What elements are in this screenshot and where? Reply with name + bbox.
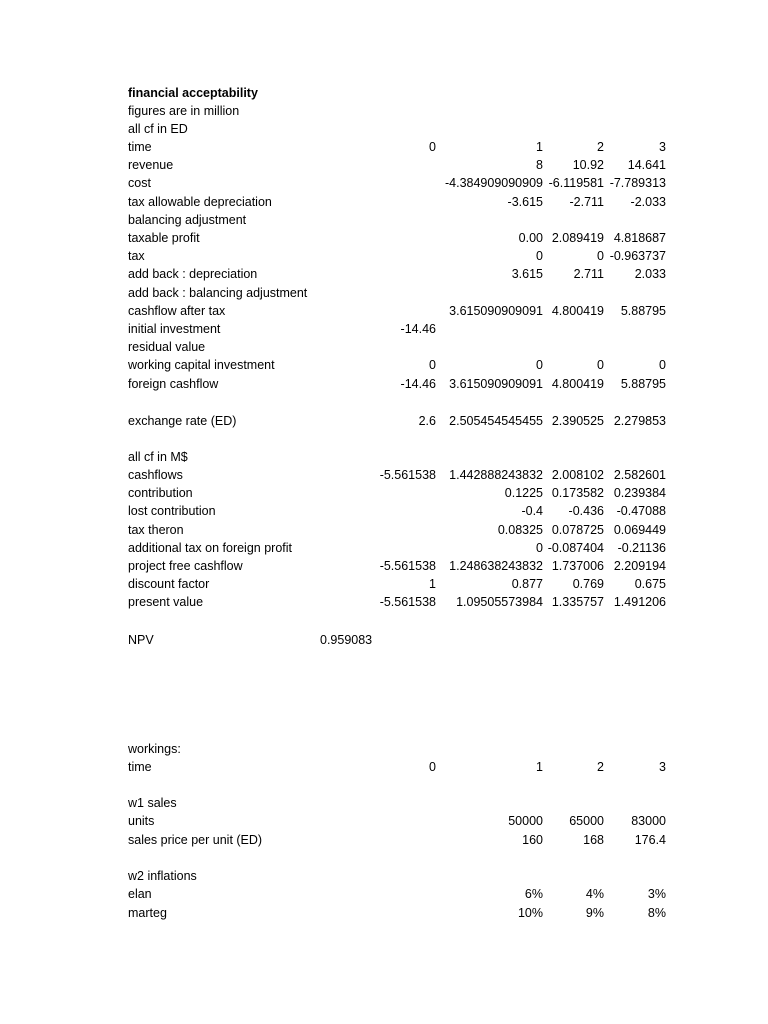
cell-value: -0.21136 (617, 540, 666, 555)
cell-value: 2.505454545455 (449, 414, 543, 428)
row-label: add back : depreciation (128, 267, 258, 282)
cell-value: 0 (597, 358, 604, 373)
cell-value: 0.173582 (551, 486, 604, 501)
cell-value: 1.335757 (551, 595, 604, 610)
cell-value: 3 (659, 760, 666, 774)
row-label: revenue (128, 158, 174, 173)
cell-value: 176.4 (634, 833, 666, 847)
row-label: project free cashflow (128, 559, 243, 573)
cell-value: 0 (429, 358, 436, 373)
row-label: cashflows (128, 468, 183, 482)
cell-value: -3.615 (507, 194, 543, 209)
cell-value: -5.561538 (379, 468, 436, 482)
cell-value: -0.087404 (547, 540, 604, 555)
w1-title: w1 sales (128, 796, 177, 810)
cell-value: 14.641 (627, 158, 666, 173)
cell-value: 2 (597, 760, 604, 774)
row-label: tax theron (128, 522, 184, 537)
cell-value: -14.46 (400, 322, 436, 336)
cell-value: -7.789313 (609, 176, 666, 191)
row-label: working capital investment (128, 358, 275, 373)
workings-title: workings: (128, 742, 181, 756)
cell-value: 1.442888243832 (449, 468, 543, 482)
cell-value: 0.675 (634, 577, 666, 592)
cell-value: 8 (536, 158, 543, 173)
cell-value: 0.069449 (613, 522, 666, 537)
currency-note: all cf in ED (128, 122, 188, 136)
row-label: cost (128, 176, 151, 191)
row-label: units (128, 814, 155, 828)
cell-value: 1 (429, 577, 436, 592)
cell-value: 5.88795 (620, 303, 666, 318)
row-label: contribution (128, 486, 193, 501)
row-label: time (128, 760, 152, 774)
cell-value: 0 (429, 760, 436, 774)
cell-value: 0.00 (518, 231, 543, 245)
cell-value: -0.47088 (616, 504, 666, 519)
cell-value: 2.6 (418, 414, 436, 428)
cell-value: 0.078725 (551, 522, 604, 537)
cell-value: 9% (585, 905, 604, 920)
row-label: present value (128, 595, 204, 610)
sheet-title: financial acceptability (128, 86, 258, 100)
w2-title: w2 inflations (128, 869, 197, 883)
cell-value: 1.737006 (551, 559, 604, 573)
row-label: add back : balancing adjustment (128, 285, 308, 300)
cell-value: 2 (597, 140, 604, 154)
cell-value: 0.1225 (504, 486, 543, 501)
cell-value: 1.491206 (613, 595, 666, 610)
row-label: sales price per unit (ED) (128, 833, 263, 847)
row-label: tax allowable depreciation (128, 194, 272, 209)
cell-value: 0 (536, 358, 543, 373)
row-label: residual value (128, 340, 206, 355)
row-label: marteg (128, 905, 167, 920)
cell-value: -5.561538 (379, 559, 436, 573)
cell-value: 0 (597, 249, 604, 264)
row-label: initial investment (128, 322, 221, 336)
cell-value: 3.615 (511, 267, 543, 282)
row-label: balancing adjustment (128, 212, 247, 227)
cell-value: -0.436 (568, 504, 604, 519)
cell-value: -6.119581 (548, 176, 604, 191)
cell-value: -0.4 (521, 504, 543, 519)
units-note: figures are in million (128, 104, 240, 118)
cell-value: 3 (659, 140, 666, 154)
row-label: foreign cashflow (128, 376, 219, 391)
cell-value: 4% (585, 887, 604, 901)
cell-value: 10.92 (572, 158, 604, 173)
cell-value: 2.089419 (551, 231, 604, 245)
cell-value: 4.800419 (551, 303, 604, 318)
cell-value: 0.239384 (613, 486, 666, 501)
row-label: additional tax on foreign profit (128, 540, 292, 555)
cell-value: 1.09505573984 (456, 595, 543, 610)
cell-value: 3% (647, 887, 666, 901)
cell-value: 168 (583, 833, 604, 847)
cell-value: -2.711 (569, 194, 604, 209)
row-label: discount factor (128, 577, 210, 592)
cell-value: 1 (536, 140, 543, 154)
ms-section-title: all cf in M$ (128, 450, 188, 464)
cell-value: 0 (536, 249, 543, 264)
npv-value: 0.959083 (320, 633, 373, 647)
cell-value: 2.711 (573, 267, 604, 282)
cell-value: 4.800419 (551, 376, 604, 391)
row-label: lost contribution (128, 504, 216, 519)
row-label: elan (128, 887, 152, 901)
cell-value: 3.615090909091 (449, 376, 543, 391)
cell-value: 50000 (508, 814, 543, 828)
row-label: exchange rate (ED) (128, 414, 237, 428)
cell-value: 1.248638243832 (449, 559, 543, 573)
cell-value: -14.46 (400, 376, 436, 391)
cell-value: 3.615090909091 (449, 303, 543, 318)
cell-value: 0.877 (511, 577, 543, 592)
cell-value: 2.008102 (551, 468, 604, 482)
cell-value: 0 (659, 358, 666, 373)
cell-value: -5.561538 (379, 595, 436, 610)
cell-value: 2.390525 (551, 414, 604, 428)
cell-value: 65000 (569, 814, 604, 828)
cell-value: 2.279853 (613, 414, 666, 428)
cell-value: 8% (647, 905, 666, 920)
cell-value: 0.769 (572, 577, 604, 592)
row-label: taxable profit (128, 231, 200, 245)
row-label: time (128, 140, 152, 154)
row-label: tax (128, 249, 145, 264)
npv-label: NPV (128, 633, 154, 647)
cell-value: 83000 (631, 814, 666, 828)
cell-value: 0.08325 (497, 522, 543, 537)
cell-value: -2.033 (630, 194, 666, 209)
row-label: cashflow after tax (128, 303, 226, 318)
cell-value: 2.582601 (613, 468, 666, 482)
cell-value: 0 (429, 140, 436, 154)
cell-value: 0 (536, 540, 543, 555)
cell-value: 6% (524, 887, 543, 901)
cell-value: 2.033 (634, 267, 666, 282)
cell-value: 1 (536, 760, 543, 774)
cell-value: 2.209194 (613, 559, 666, 573)
cell-value: 4.818687 (613, 231, 666, 245)
cell-value: -4.384909090909 (444, 176, 543, 191)
cell-value: 5.88795 (620, 376, 666, 391)
cell-value: 160 (522, 833, 543, 847)
cell-value: 10% (517, 905, 543, 920)
cell-value: -0.963737 (609, 249, 666, 264)
